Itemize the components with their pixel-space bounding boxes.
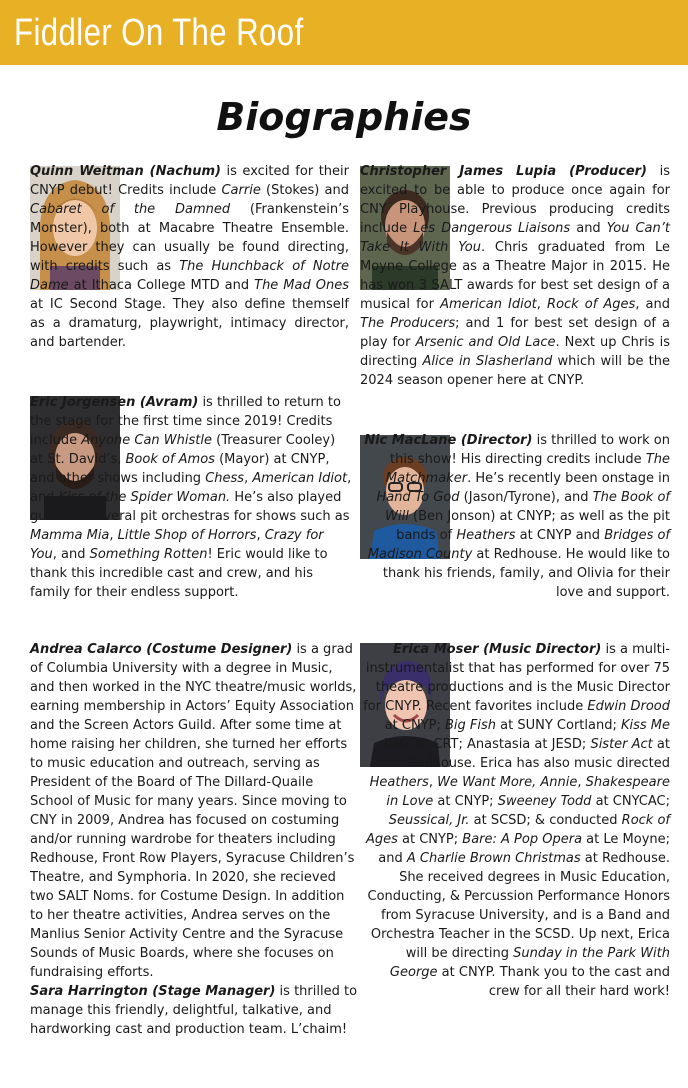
show-title: Fiddler On The Roof — [14, 12, 304, 54]
bio-name: Nic MacLane (Director) — [364, 433, 533, 448]
bio-andrea: Andrea Calarco (Costume Designer) is a grad of Columbia University with a degree in Music, and then worked in the NYC theatre/music worlds, earning membership in Actors’ Equity Association and the Screen Actors Guild. After some time at home raising her children, she turned her efforts to music education and outreach, serving as President of the Board of The Dillard-Quaile School of Music for many years. Since moving to CNY in 2009, Andrea has focused on costuming and/or running wardrobe for theaters including Redhouse, Front Row Players, Syracuse Children’s Theatre, and Symphoria. In 2020, she recieved two SALT Noms. for Costume Design. In addition to her theatre activities, Andrea serves on the Manlius Senior Activity Centre and the Syracuse Sounds of Music Boards, where she focuses on fundraising efforts. — [30, 642, 357, 980]
bio-chris: Christopher James Lupia (Producer) is excited to be able to produce once again for CNY Playhouse. Previous producing credits include Les Dangerous Liaisons and You Can’t Take It With You. Chris graduated from Le Moyne College as a Theatre Major in 2015. He has won 3 SALT awards for best set design of a musical for American Idiot, Rock of Ages, and The Producers; and 1 for best set design of a play for Arsenic and Old Lace. Next up Chris is directing Alice in Slasherland which will be the 2024 season opener here at CNYP. — [360, 164, 671, 388]
bio-name: Andrea Calarco (Costume Designer) — [30, 642, 293, 657]
header-banner — [0, 0, 688, 65]
bio-name: Christopher James Lupia (Producer) — [360, 164, 647, 179]
bio-name: Erica Moser (Music Director) — [392, 642, 602, 657]
bio-name: Sara Harrington (Stage Manager) — [30, 984, 276, 999]
bio-nic: Nic MacLane (Director) is thrilled to work on this show! His directing credits include The Matchmaker. He’s recently been onstage in Hand To God (Jason/Tyrone), and The Book of Will (Ben Jonson) at CNYP; as well as the pit bands of Heathers at CNYP and Bridges of Madison County at Redhouse. He would like to thank his friends, family, and Olivia for their love and support. — [364, 433, 670, 600]
bio-sara: Sara Harrington (Stage Manager) is thrilled to manage this friendly, delightful, talkative, and hardworking cast and production team. L’chaim! — [30, 984, 358, 1037]
bio-name: Quinn Weitman (Nachum) — [30, 164, 221, 179]
page-heading: Biographies — [216, 95, 472, 139]
bio-quinn: Quinn Weitman (Nachum) is excited for their CNYP debut! Credits include Carrie (Stokes) and Cabaret of the Damned (Frankenstein’s Monster), both at Macabre Theatre Ensemble. However they can usually be found directing, with credits such as The Hunchback of Notre Dame at Ithaca College MTD and The Mad Ones at IC Second Stage. They also define themself as a dramaturg, playwright, intimacy director, and bartender. — [30, 164, 349, 350]
bio-name: Eric Jorgensen (Avram) — [30, 395, 199, 410]
bio-erica: Erica Moser (Music Director) is a multi-instrumentalist that has performed for over 75 theatre productions and is the Music Director for CNYP. Recent favorites include Edwin Drood at CNYP; Big Fish at SUNY Cortland; Kiss Me Kate at CRT; Anastasia at JESD; Sister Act at Redhouse. Erica has also music directed Heathers, We Want More, Annie, Shakespeare in Love at CNYP; Sweeney Todd at CNYCAC; Seussical, Jr. at SCSD; & conducted Rock of Ages at CNYP; Bare: A Pop Opera at Le Moyne; and A Charlie Brown Christmas at Redhouse. She received degrees in Music Education, Conducting, & Percussion Performance Honors from Syracuse University, and is a Band and Orchestra Teacher in the SCSD. Up next, Erica will be directing Sunday in the Park With George at CNYP. Thank you to the cast and crew for all their hard work! — [363, 642, 670, 999]
bio-eric: Eric Jorgensen (Avram) is thrilled to return to the stage for the first time since 2019! Credits include Anyone Can Whistle (Treasurer Cooley) at St. David’s, Book of Amos (Mayor) at CNYP, and other shows including Chess, American Idiot, and Kiss of the Spider Woman. He’s also played guitar in several pit orchestras for shows such as Mamma Mia, Little Shop of Horrors, Crazy for You, and Something Rotten! Eric would like to thank this incredible cast and crew, and his family for their endless support. — [30, 395, 352, 600]
